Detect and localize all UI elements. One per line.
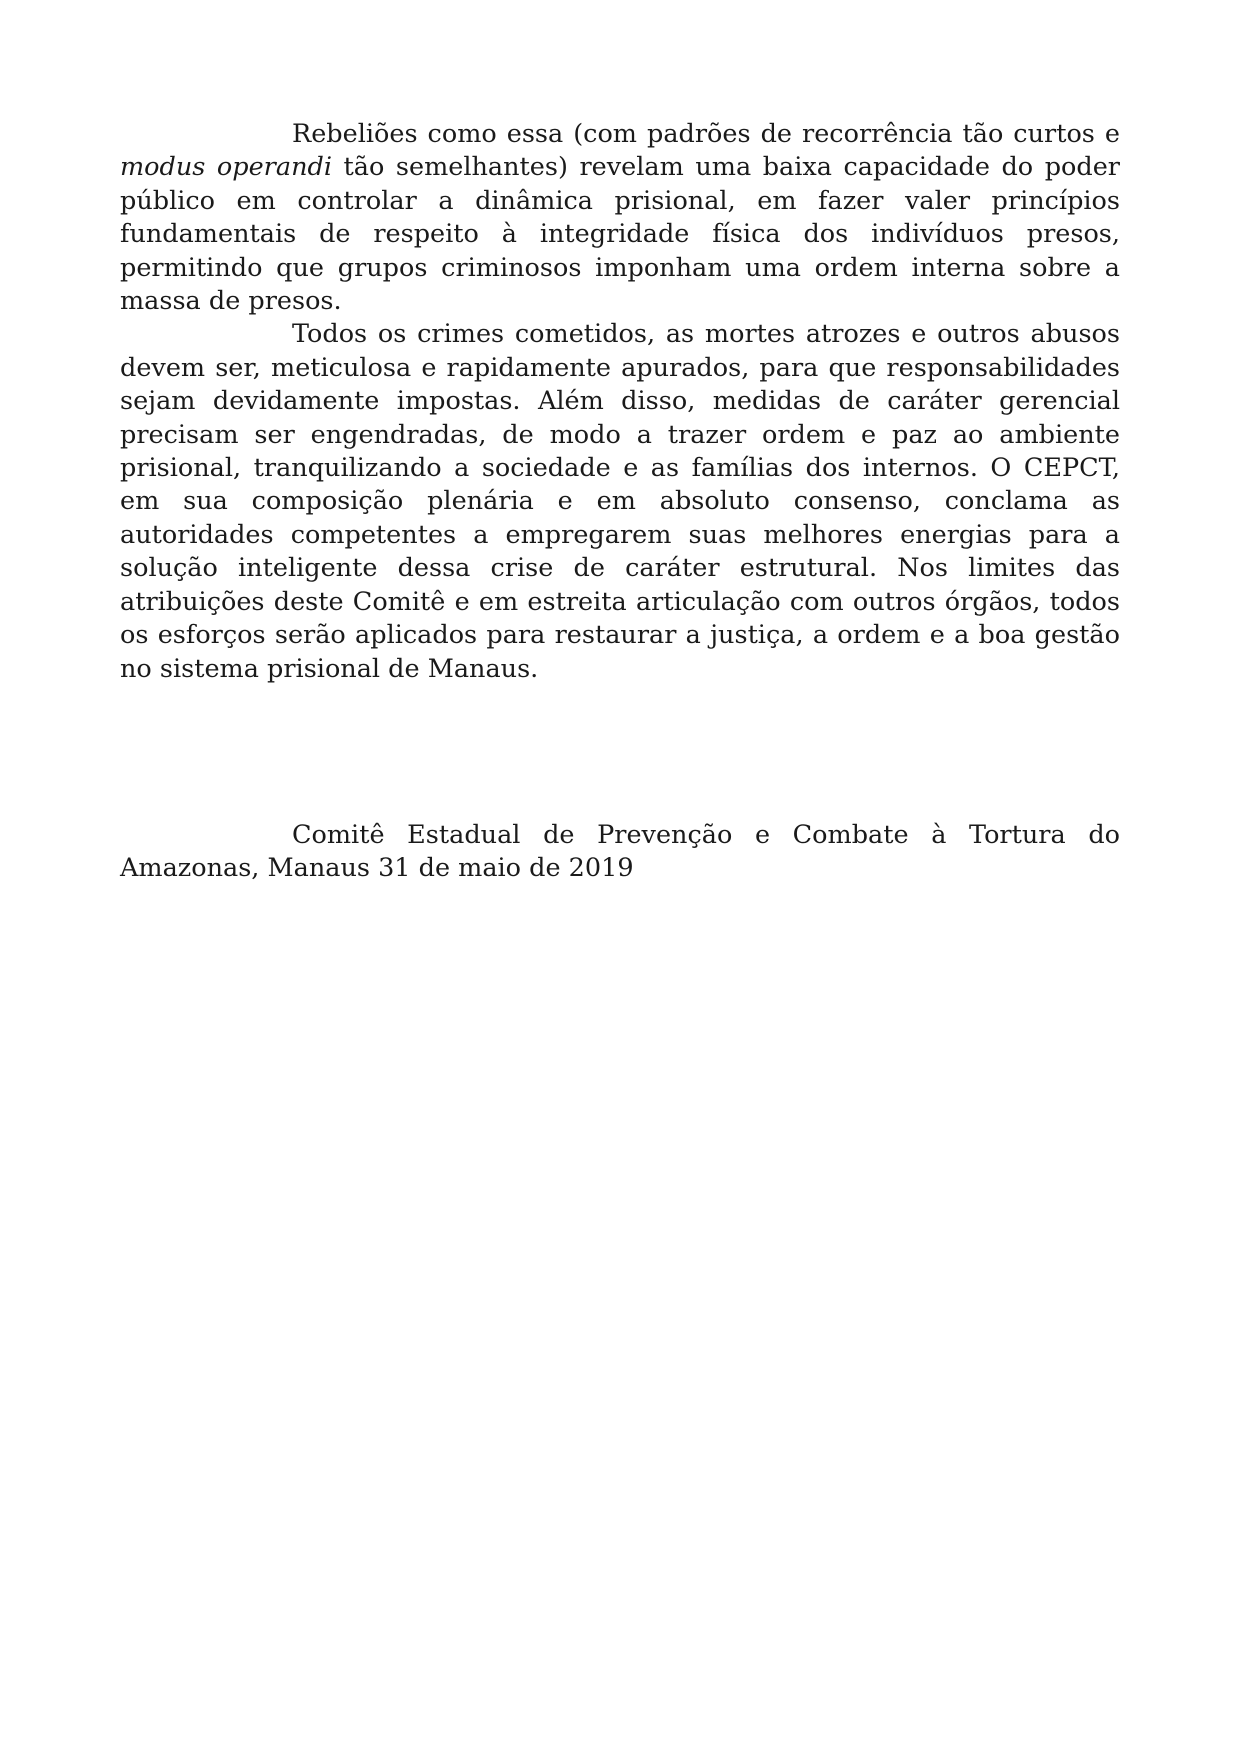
document-body (120, 118, 1120, 886)
paragraph-1-italic-term: modus operandi (120, 152, 332, 183)
paragraph-2: Todos os crimes cometidos, as mortes atrozes e outros abusos devem ser, meticulosa e rapidamente apurados, para que responsabilidades sejam devidamente impostas. Além disso, medidas de caráter gerencial precisam ser engendradas, de modo a trazer ordem e paz ao ambiente prisional, tranquilizando a sociedade e as famílias dos internos. O CEPCT, em sua composição plenária e em absoluto consenso, conclama as autoridades competentes a empregarem suas melhores energias para a solução inteligente dessa crise de caráter estrutural. Nos limites das atribuições deste Comitê e em estreita articulação com outros órgãos, todos os esforços serão aplicados para restaurar a justiça, a ordem e a boa gestão no sistema prisional de Manaus. (120, 319, 1120, 684)
signature-line: Comitê Estadual de Prevenção e Combate à Tortura do Amazonas, Manaus 31 de maio de 2019 (120, 819, 1120, 884)
paragraph-1-rest: tão semelhantes) revelam uma baixa capacidade do poder público em controlar a dinâmica prisional, em fazer valer princípios fundamentais de respeito à integridade física dos indivíduos presos, permitindo que grupos criminosos imponham uma ordem interna sobre a massa de presos. (120, 152, 1120, 317)
paragraph-1-lead: Rebeliões como essa (com padrões de recorrência tão curtos e (292, 119, 1120, 149)
paragraph-1 (120, 118, 1120, 318)
